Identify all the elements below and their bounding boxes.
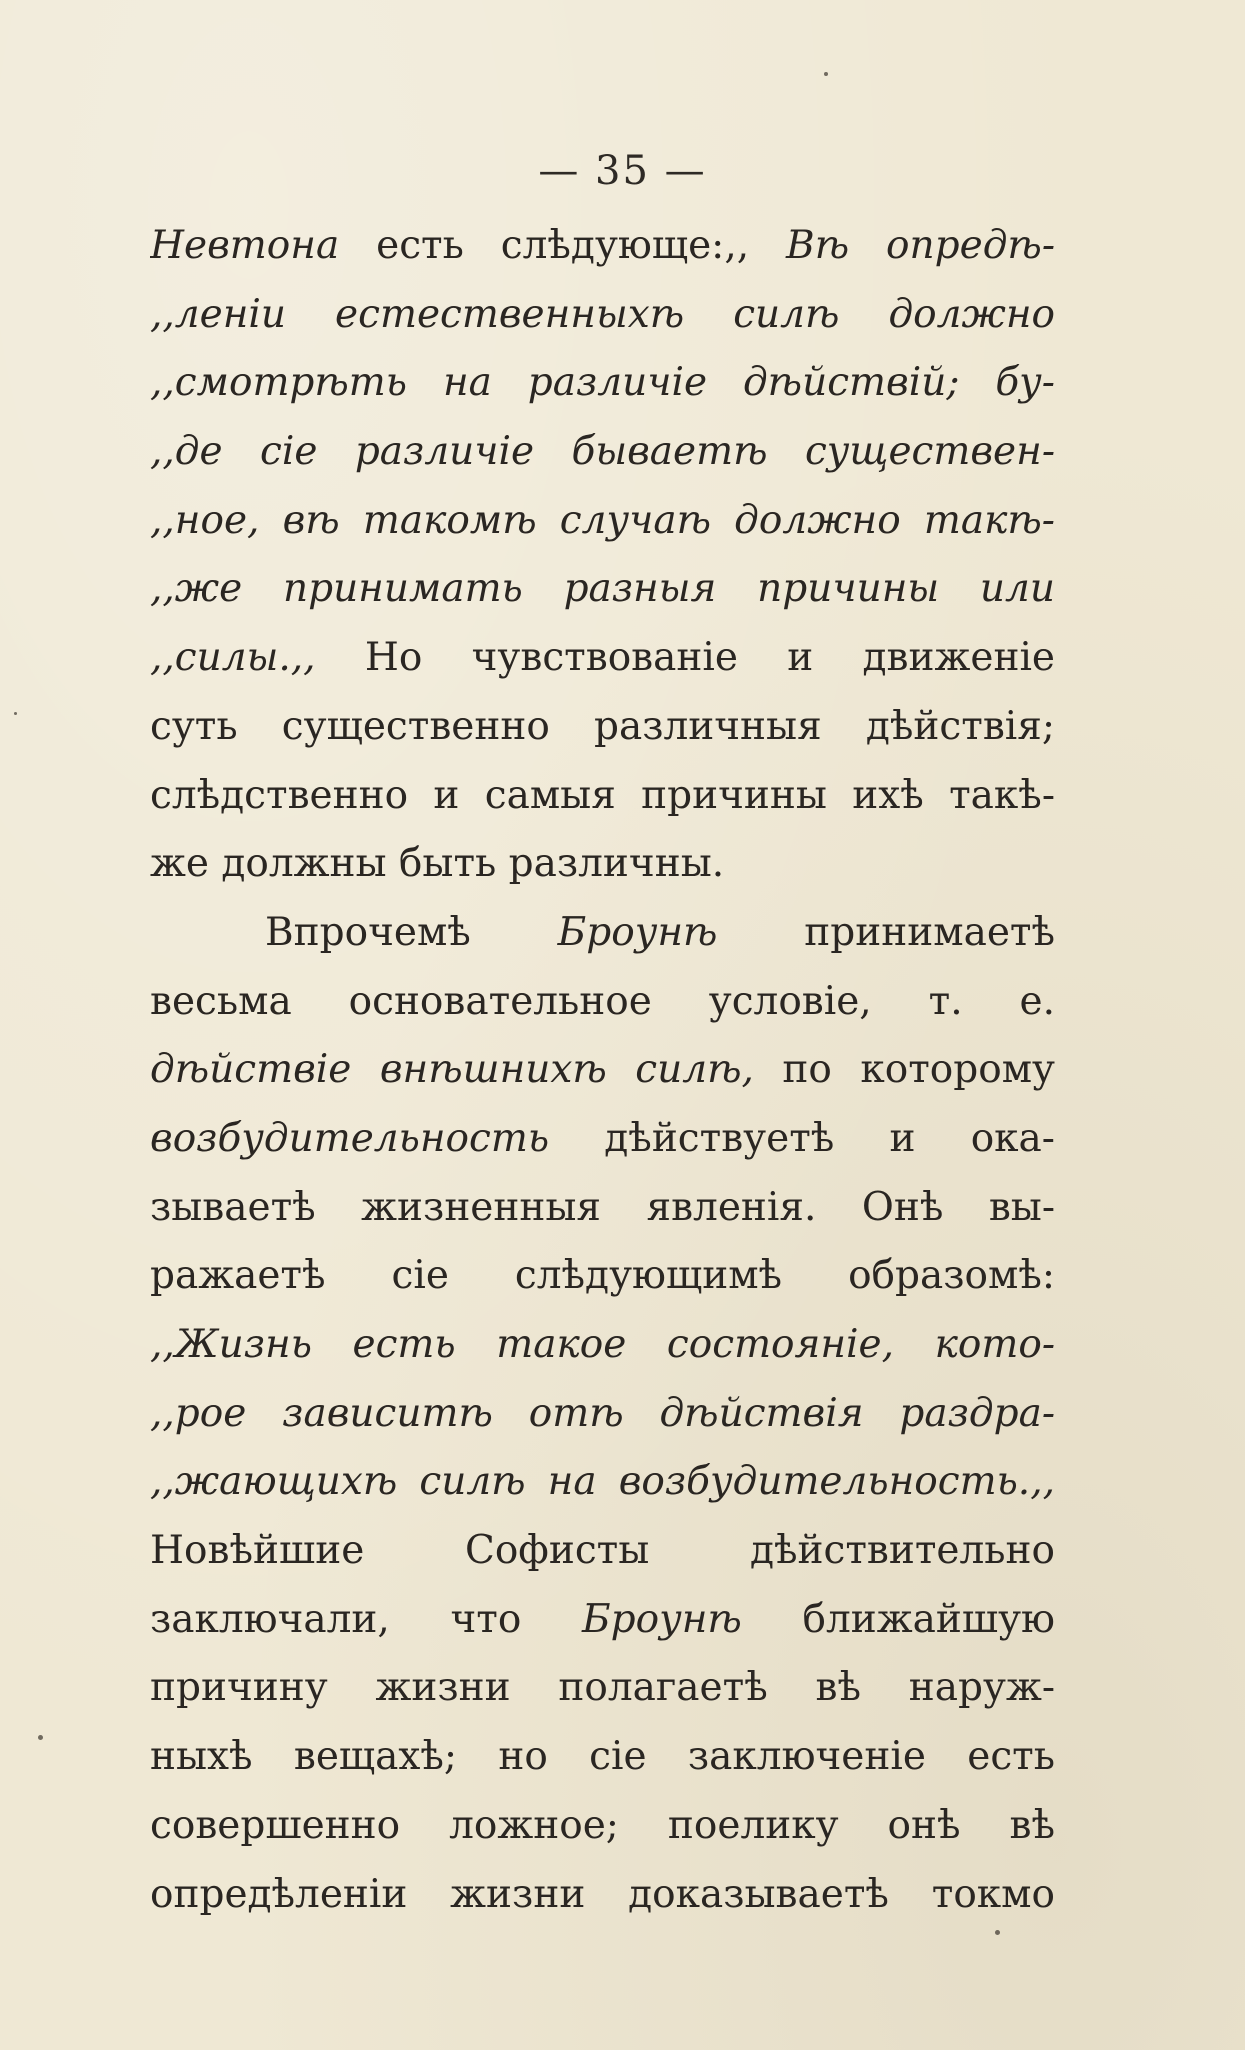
text-line: [150, 1448, 1055, 1517]
paper-speck: [38, 1735, 43, 1740]
text-line: [150, 1586, 1055, 1655]
italic-text-segment: возбудительность: [150, 1115, 550, 1161]
italic-text-segment: ,,ное, вѣ такомѣ случаѣ должно такѣ-: [150, 497, 1055, 543]
text-line: [150, 1242, 1055, 1311]
text-segment: совершенно ложное; поелику онѣ вѣ: [150, 1802, 1055, 1848]
italic-text-segment: ,,силы.,,: [150, 635, 316, 681]
text-segment: принимаетѣ: [717, 909, 1055, 955]
italic-text-segment: ,,леніи естественныхѣ силѣ должно: [150, 291, 1055, 337]
text-segment: зываетѣ жизненныя явленія. Онѣ вы-: [150, 1184, 1055, 1230]
italic-text-segment: Броунѣ: [581, 1596, 742, 1642]
text-line: [150, 1380, 1055, 1449]
italic-text-segment: ,,Жизнь есть такое состояніе, кото-: [150, 1322, 1055, 1367]
italic-text-segment: ,,де сіе различіе бываетѣ существен-: [150, 429, 1055, 475]
paper-speck: [995, 1930, 1000, 1935]
text-line: [150, 1723, 1055, 1792]
text-line: [150, 487, 1055, 556]
text-segment: ближайшую: [741, 1596, 1055, 1642]
text-segment: опредѣленіи жизни доказываетѣ токмо: [150, 1871, 1055, 1917]
text-segment: слѣдственно и самыя причины ихѣ такѣ-: [150, 772, 1055, 818]
italic-text-segment: ,,же принимать разныя причины или: [150, 566, 1055, 612]
text-line: [150, 1792, 1055, 1861]
paper-speck: [14, 712, 17, 715]
text-line: [150, 968, 1055, 1037]
text-line: [150, 1517, 1055, 1586]
text-line: [150, 555, 1055, 624]
italic-text-segment: Невтона: [150, 223, 340, 268]
text-line: [150, 1105, 1055, 1174]
text-segment: дѣйствуетѣ и ока-: [549, 1115, 1055, 1161]
text-segment: причину жизни полагаетѣ вѣ наруж-: [150, 1665, 1055, 1711]
paper-speck: [824, 72, 828, 76]
italic-text-segment: Вѣ опредѣ-: [786, 223, 1055, 268]
text-segment: суть существенно различныя дѣйствія;: [150, 703, 1055, 749]
page-number: — 35 —: [538, 148, 707, 194]
text-segment: по которому: [753, 1047, 1055, 1093]
text-segment: Впрочемѣ: [265, 909, 558, 955]
text-line: [150, 1861, 1055, 1930]
italic-text-segment: ,,жающихѣ силѣ на возбудительность.,,: [150, 1459, 1055, 1505]
text-line: [150, 1036, 1055, 1105]
italic-text-segment: Броунѣ: [557, 909, 718, 955]
text-line: [150, 349, 1055, 418]
text-line: [150, 212, 1055, 281]
text-segment: заключали, что: [150, 1596, 582, 1642]
text-segment: же должны быть различны.: [150, 841, 725, 887]
text-line: [150, 762, 1055, 831]
body-text: [150, 212, 1055, 1929]
italic-text-segment: ,,смотрѣть на различіе дѣйствій; бу-: [150, 360, 1055, 406]
text-line: [150, 693, 1055, 762]
italic-text-segment: дѣйствіе внѣшнихѣ силѣ,: [150, 1047, 754, 1093]
text-segment: весьма основательное условіе, т. е.: [150, 978, 1055, 1024]
text-segment: Новѣйшие Софисты дѣйствительно: [150, 1528, 1055, 1574]
text-line: [150, 1174, 1055, 1243]
italic-text-segment: ,,рое зависитѣ отѣ дѣйствія раздра-: [150, 1390, 1055, 1436]
text-line: [150, 1311, 1055, 1380]
text-line: [150, 418, 1055, 487]
text-line: [150, 899, 1055, 968]
text-segment: Но чувствованіе и движеніе: [315, 635, 1055, 681]
text-line: [150, 1654, 1055, 1723]
text-segment: ныхѣ вещахѣ; но сіе заключеніе есть: [150, 1734, 1055, 1780]
text-segment: ражаетѣ сіе слѣдующимѣ образомѣ:: [150, 1253, 1055, 1299]
text-line: [150, 624, 1055, 693]
text-segment: есть слѣдующе:,,: [339, 223, 787, 268]
text-line: [150, 281, 1055, 350]
text-line: [150, 830, 1055, 899]
